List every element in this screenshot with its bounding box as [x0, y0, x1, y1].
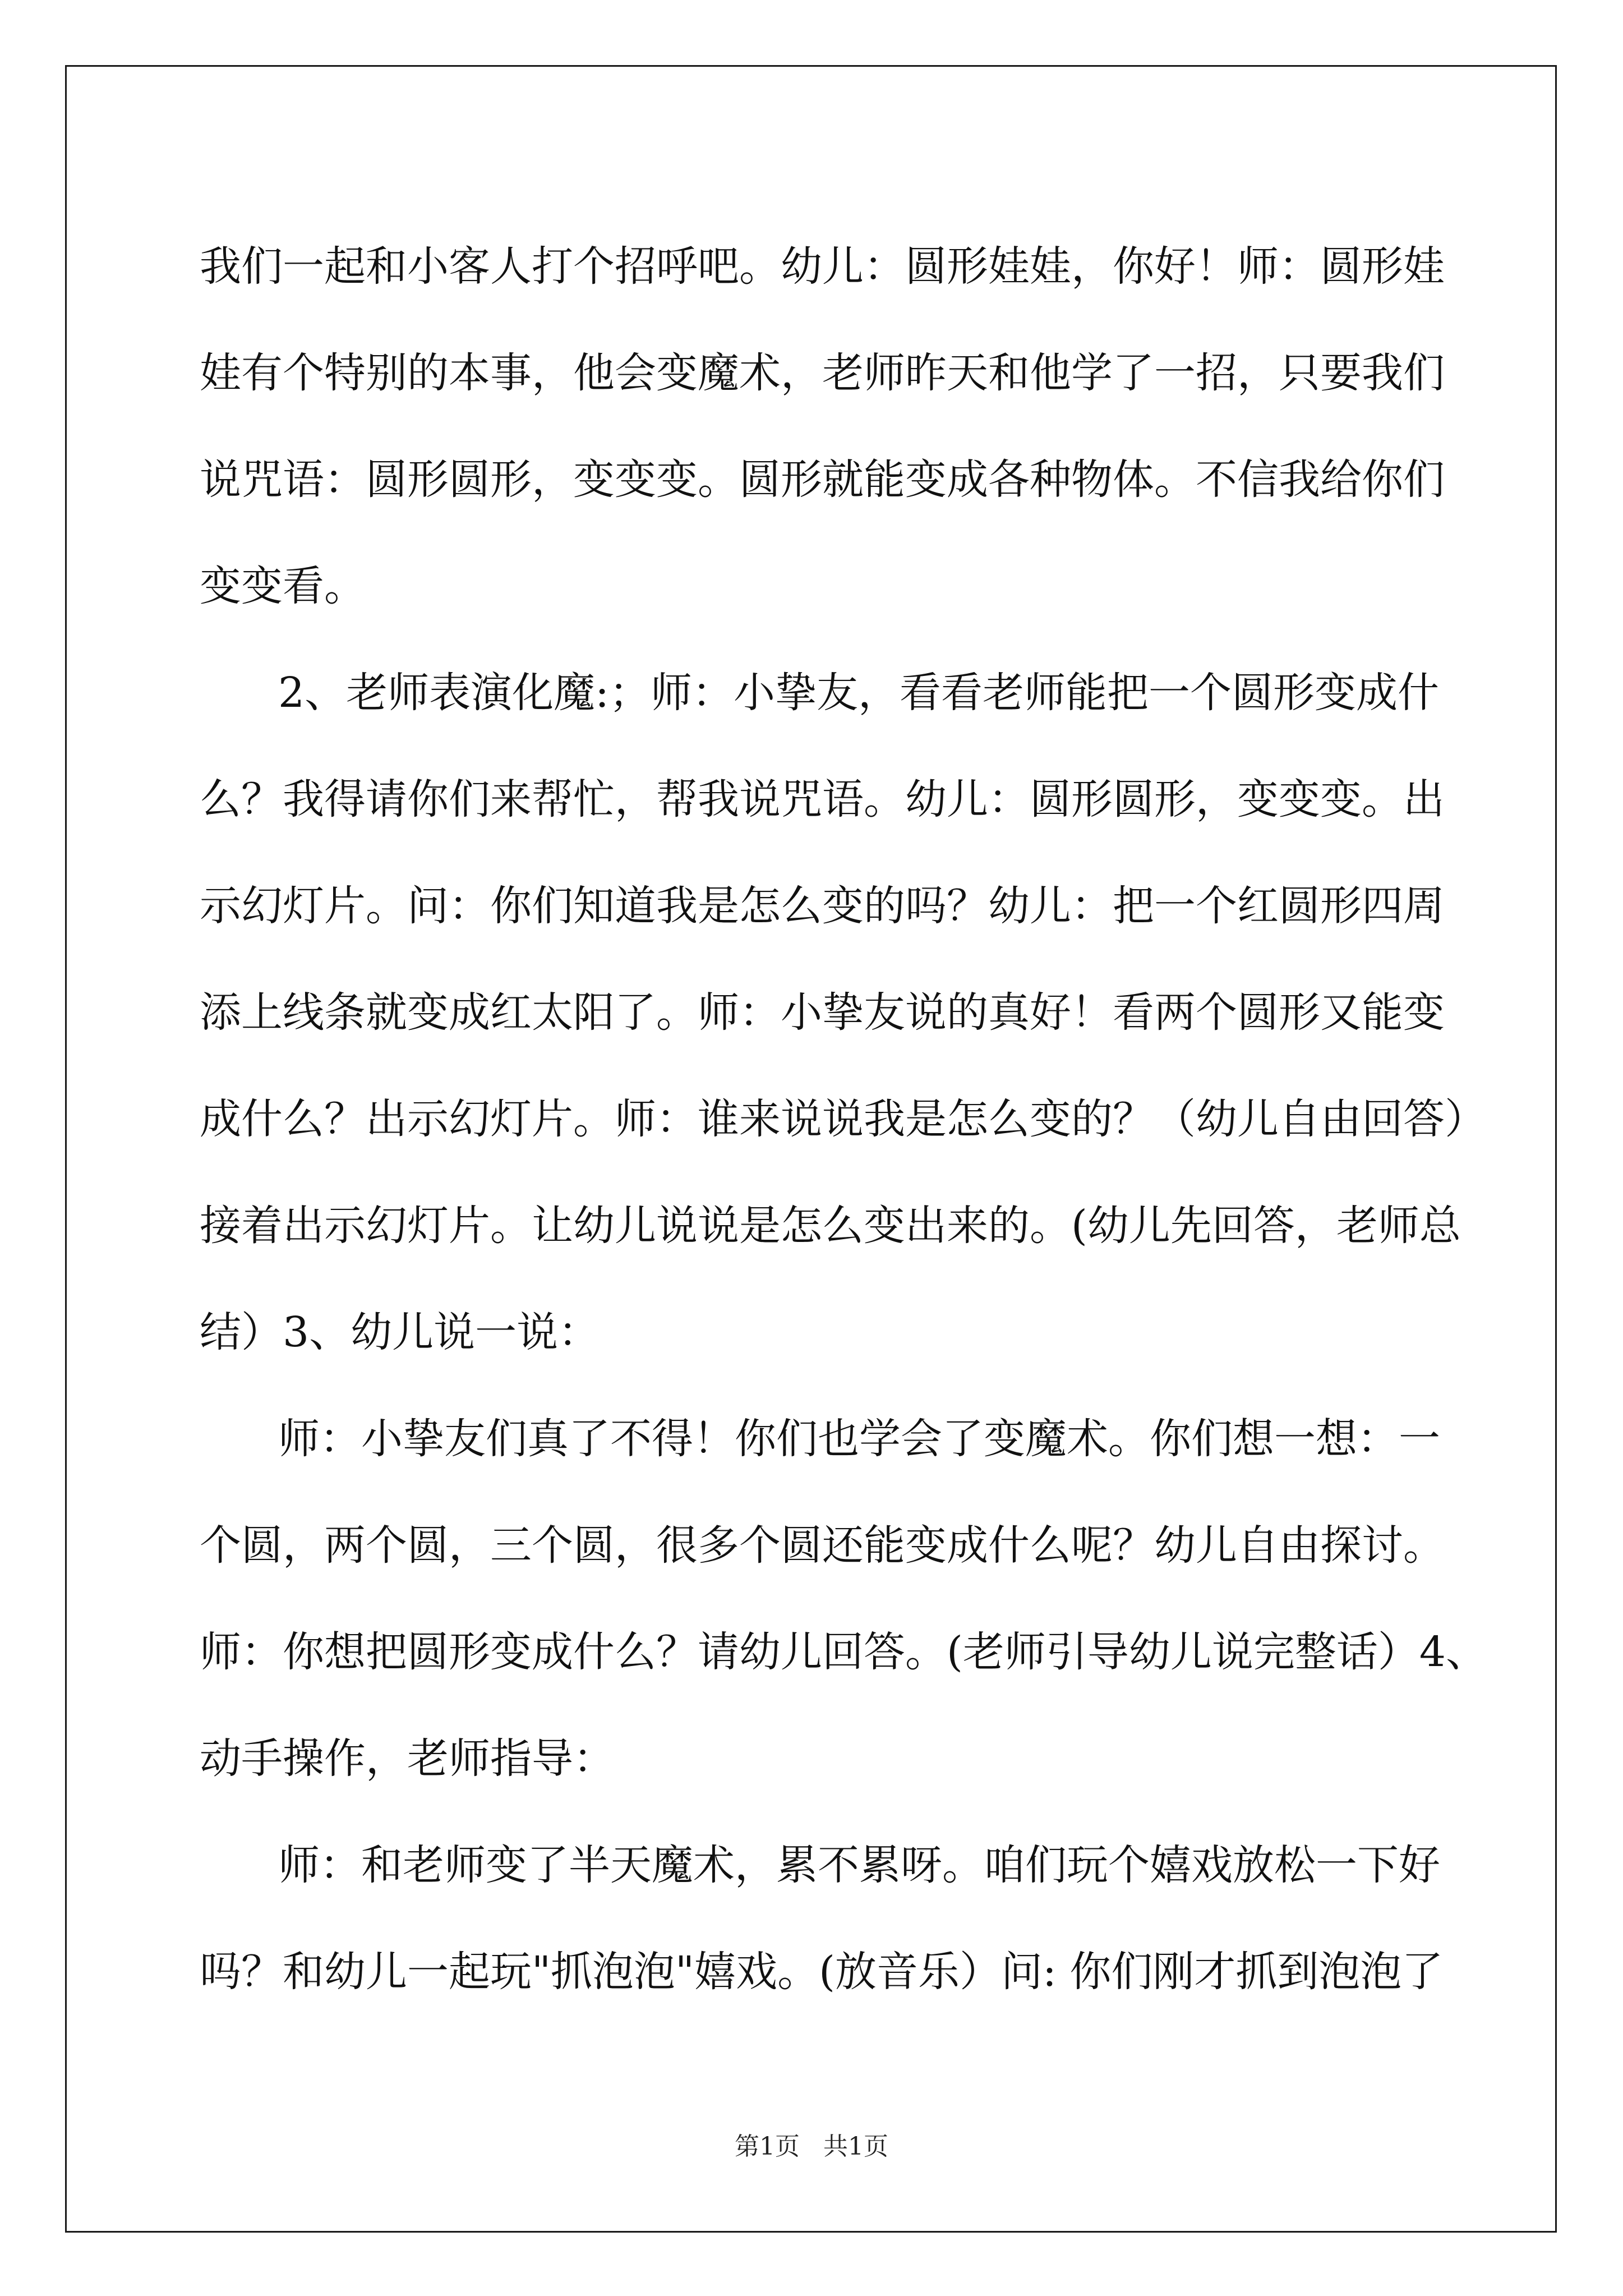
paragraph-start-line: 2、老师表演化魔:；师：小挚友，看看老师能把一个圆形变成什	[278, 669, 1440, 717]
text-line: 我们一起和小客人打个招呼吧。幼儿：圆形娃娃，你好！师：圆形娃	[200, 242, 1445, 291]
paragraph-start-line: 师：小挚友们真了不得！你们也学会了变魔术。你们想一想：一	[278, 1415, 1440, 1463]
page-number-footer: 第1页 共1页	[735, 2132, 888, 2161]
text-line: 吗？和幼儿一起玩"抓泡泡"嬉戏。(放音乐）问: 你们刚才抓到泡泡了	[200, 1948, 1444, 1996]
text-line: 么？我得请你们来帮忙，帮我说咒语。幼儿：圆形圆形，变变变。出	[200, 775, 1445, 823]
text-line: 娃有个特别的本事，他会变魔术，老师昨天和他学了一招，只要我们	[200, 349, 1445, 397]
text-line: 说咒语：圆形圆形，变变变。圆形就能变成各种物体。不信我给你们	[200, 455, 1445, 504]
document-body	[200, 213, 1487, 2025]
text-line: 成什么？出示幻灯片。师：谁来说说我是怎么变的？（幼儿自由回答）	[200, 1095, 1486, 1143]
text-line: 结）3、幼儿说一说：	[200, 1308, 600, 1356]
text-line: 动手操作，老师指导：	[200, 1734, 615, 1783]
text-line: 示幻灯片。问：你们知道我是怎么变的吗？幼儿：把一个红圆形四周	[200, 882, 1445, 930]
text-line: 接着出示幻灯片。让幼儿说说是怎么变出来的。(幼儿先回答，老师总	[200, 1202, 1461, 1250]
text-line: 师：你想把圆形变成什么？请幼儿回答。(老师引导幼儿说完整话）4、	[200, 1628, 1487, 1676]
text-line: 添上线条就变成红太阳了。师：小挚友说的真好！看两个圆形又能变	[200, 988, 1445, 1037]
paragraph-start-line: 师：和老师变了半天魔术，累不累呀。咱们玩个嬉戏放松一下好	[278, 1841, 1440, 1889]
text-line: 个圆，两个圆，三个圆，很多个圆还能变成什么呢？幼儿自由探讨。	[200, 1521, 1445, 1570]
text-line: 变变看。	[200, 562, 366, 610]
